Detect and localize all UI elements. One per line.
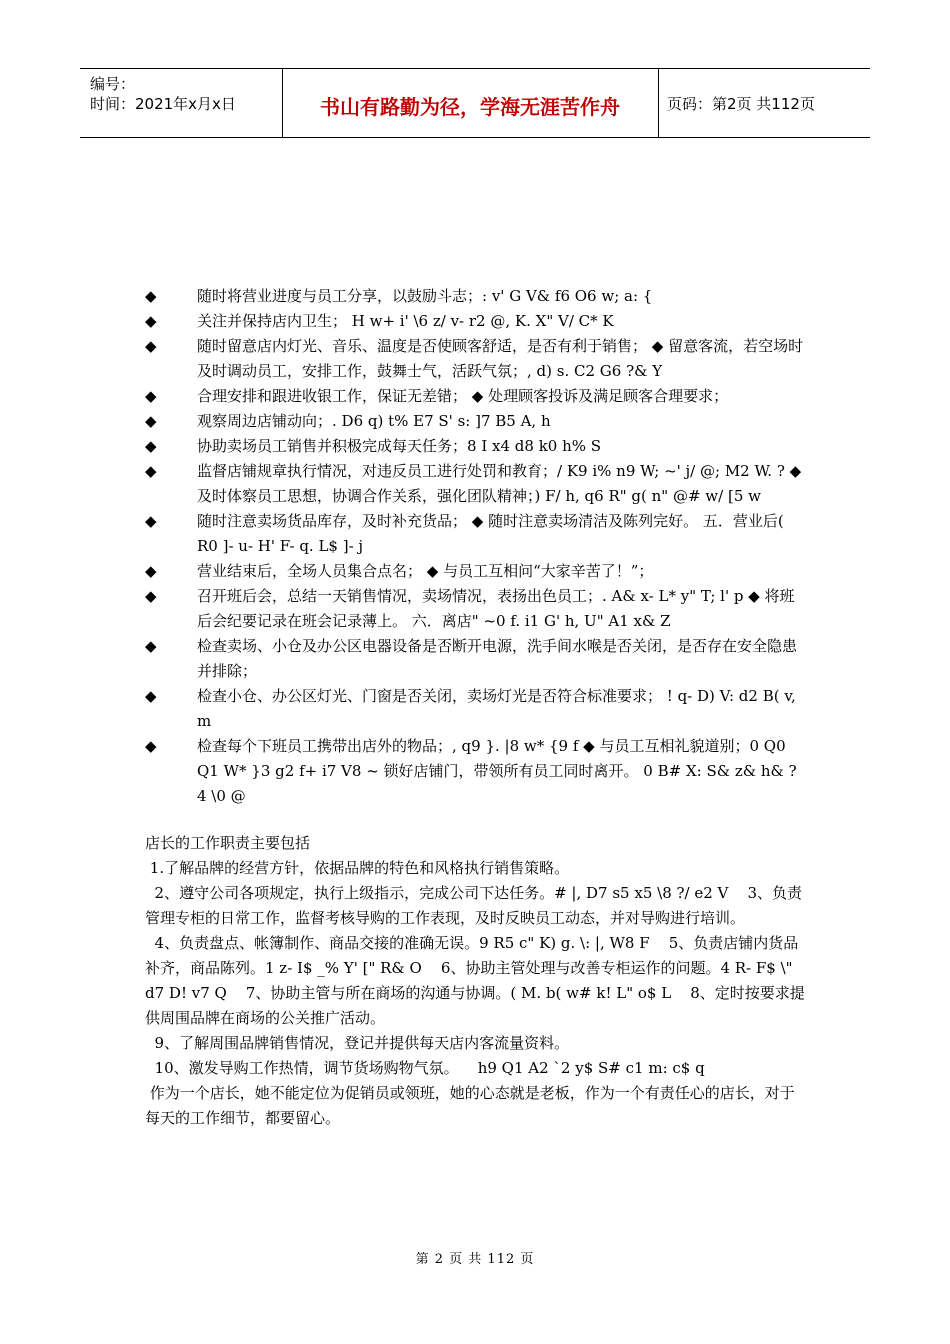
bullet-item: ◆ 营业结束后，全场人员集合点名； ◆ 与员工互相问“大家辛苦了！”；: [145, 559, 805, 584]
bullet-item: ◆ 关注并保持店内卫生； H w+ i' \6 z/ v- r2 @, K. X" V/ C* K: [145, 309, 805, 334]
duty-paragraph: 10、激发导购工作热情，调节货场购物气氛。 h9 Q1 A2 `2 y$ S# c1 m: c$ q: [145, 1059, 705, 1077]
bullet-item: ◆ 观察周边店铺动向；. D6 q) t% E7 S' s: ]7 B5 A, h: [145, 409, 805, 434]
duty-paragraph: 4、负责盘点、帐簿制作、商品交接的准确无误。9 R5 c" K) g. \: |, W8 F 5、负责店铺内货品补齐，商品陈列。1 z- I$ _% Y' [" R& O 6、协助主管处理与改善专柜运作的问题。4 R- F$ \" d7 D! v7 Q 7、协助主管与所在商场的沟通与协调。( M. b( w# k! L" o$ L 8、定时按要求提供周围品牌在商场的公关推广活动。: [145, 934, 805, 1027]
header-motto: 书山有路勤为径，学海无涯苦作舟: [320, 95, 620, 119]
bullet-item: ◆ 合理安排和跟进收银工作，保证无差错； ◆ 处理顾客投诉及满足顾客合理要求；: [145, 384, 805, 409]
bullet-item: ◆ 协助卖场员工销售并积极完成每天任务；8 I x4 d8 k0 h% S: [145, 434, 805, 459]
bullet-item: ◆ 随时注意卖场货品库存，及时补充货品； ◆ 随时注意卖场清洁及陈列完好。 五．营业后( R0 ]- u- H' F- q. L$ ]- j: [145, 509, 805, 559]
page-header: [80, 68, 870, 138]
bullet-item: ◆ 监督店铺规章执行情况，对违反员工进行处罚和教育；/ K9 i% n9 W; ~' j/ @; M2 W. ? ◆ 及时体察员工思想，协调合作关系，强化团队精神；) F/ h, q6 R" g( n" @# w/ [5 w: [145, 459, 805, 509]
duty-paragraph: 9、了解周围品牌销售情况，登记并提供每天店内客流量资料。: [145, 1034, 570, 1052]
diamond-bullet-icon: ◆: [145, 287, 157, 305]
diamond-bullet-icon: ◆: [145, 512, 157, 530]
diamond-bullet-icon: ◆: [145, 387, 157, 405]
duties-section: [145, 831, 805, 1131]
header-info-cell: [80, 69, 283, 137]
diamond-bullet-icon: ◆: [145, 562, 157, 580]
diamond-bullet-icon: ◆: [145, 462, 157, 480]
diamond-bullet-icon: ◆: [145, 737, 157, 755]
header-page-cell: [658, 69, 871, 137]
document-number-label: 编号：: [90, 75, 136, 93]
duty-paragraph: 作为一个店长，她不能定位为促销员或领班，她的心态就是老板，作为一个有责任心的店长，对于每天的工作细节，都要留心。: [145, 1084, 795, 1127]
diamond-bullet-icon: ◆: [145, 337, 157, 355]
diamond-bullet-icon: ◆: [145, 637, 157, 655]
bullet-item: ◆ 随时留意店内灯光、音乐、温度是否使顾客舒适，是否有利于销售； ◆ 留意客流，若空场时及时调动员工，安排工作，鼓舞士气，活跃气氛；, d) s. C2 G6 ?& Y: [145, 334, 805, 384]
diamond-bullet-icon: ◆: [145, 412, 157, 430]
bullet-item: ◆ 召开班后会，总结一天销售情况，卖场情况，表扬出色员工；. A& x- L* y" T; l' p ◆ 将班后会纪要记录在班会记录薄上。 六．离店" ~0 f. i1 G' h, U" A1 x& Z: [145, 584, 805, 634]
diamond-bullet-icon: ◆: [145, 687, 157, 705]
diamond-bullet-icon: ◆: [145, 312, 157, 330]
bullet-item: ◆ 随时将营业进度与员工分享，以鼓励斗志；: v' G V& f6 O6 w; a: {: [145, 284, 805, 309]
header-page-number: 页码：第2页 共112页: [667, 95, 815, 113]
diamond-bullet-icon: ◆: [145, 437, 157, 455]
bullet-item: ◆ 检查卖场、小仓及办公区电器设备是否断开电源，洗手间水喉是否关闭，是否存在安全隐患并排除；: [145, 634, 805, 684]
duty-paragraph: 2、遵守公司各项规定，执行上级指示，完成公司下达任务。# |, D7 s5 x5 \8 ?/ e2 V 3、负责管理专柜的日常工作，监督考核导购的工作表现，及时反映员工动态，并对导购进行培训。: [145, 884, 803, 927]
document-body: [145, 284, 805, 1131]
diamond-bullet-icon: ◆: [145, 587, 157, 605]
duty-paragraph: 1.了解品牌的经营方针，依据品牌的特色和风格执行销售策略。: [145, 859, 570, 877]
document-date-label: 时间：2021年x月x日: [90, 95, 236, 113]
page-footer: 第 2 页 共 112 页: [415, 1252, 535, 1267]
bullet-item: ◆ 检查小仓、办公区灯光、门窗是否关闭，卖场灯光是否符合标准要求； ! q- D) V: d2 B( v, m: [145, 684, 805, 734]
bullet-item: ◆ 检查每个下班员工携带出店外的物品；, q9 }. |8 w* {9 f ◆ 与员工互相礼貌道别；0 Q0 Q1 W* }3 g2 f+ i7 V8 ~ 锁好店铺门，带领所有员工同时离开。 0 B# X: S& z& h& ?4 \0 @: [145, 734, 805, 809]
section-title: 店长的工作职责主要包括: [145, 834, 311, 852]
